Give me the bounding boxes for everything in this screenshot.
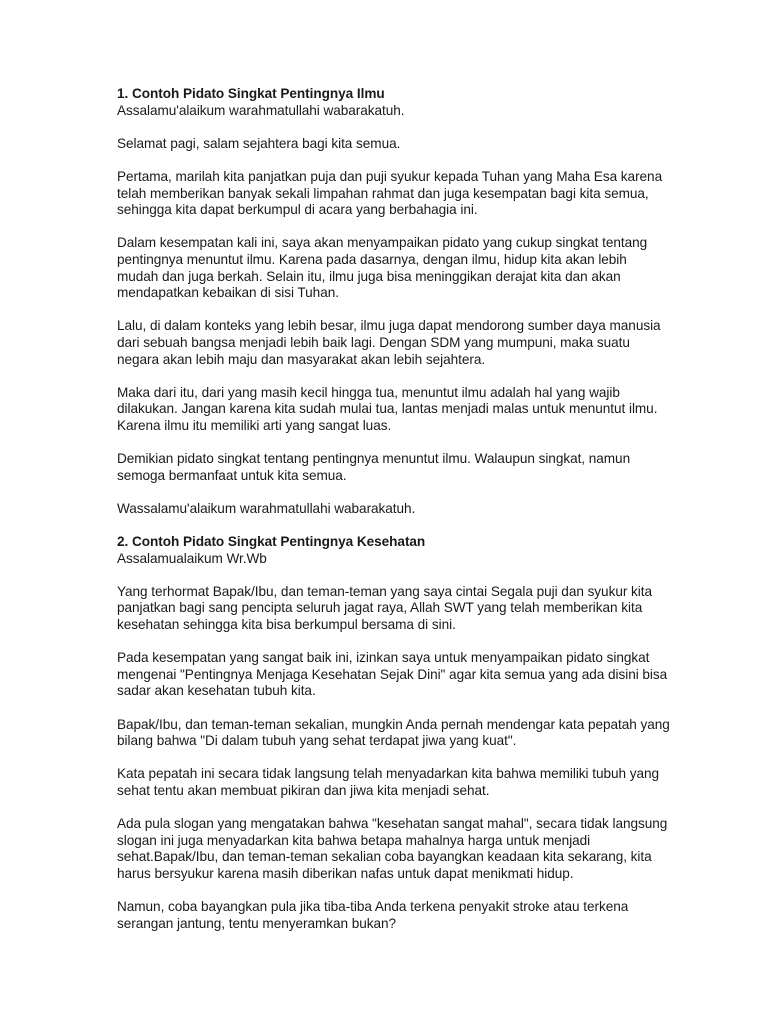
paragraph-line: Pertama, marilah kita panjatkan puja dan puji syukur kepada Tuhan yang Maha Esa karena xyxy=(117,168,663,184)
paragraph-line: Demikian pidato singkat tentang pentingnya menuntut ilmu. Walaupun singkat, namun xyxy=(117,451,631,467)
paragraph-line: Ada pula slogan yang mengatakan bahwa "kesehatan sangat mahal", secara tidak langsung xyxy=(117,816,668,832)
paragraph xyxy=(117,766,660,799)
paragraph-line: sehat.Bapak/Ibu, dan teman-teman sekalian coba bayangkan keadaan kita sekarang, kita xyxy=(117,849,652,865)
paragraph-line: telah memberikan banyak sekali limpahan rahmat dan juga kesempatan bagi kita semua, xyxy=(117,185,649,201)
paragraph xyxy=(117,235,657,301)
paragraph-line: Kata pepatah ini secara tidak langsung telah menyadarkan kita bahwa memiliki tubuh yang xyxy=(117,766,660,782)
opening-greeting: Assalamu'alaikum warahmatullahi wabarakatuh. xyxy=(117,102,405,118)
paragraph-line: Lalu, di dalam konteks yang lebih besar, ilmu juga dapat mendorong sumber daya manusia xyxy=(117,318,661,334)
closing-greeting: Wassalamu'alaikum warahmatullahi wabarakatuh. xyxy=(117,500,416,516)
speech-section-kesehatan xyxy=(117,534,670,932)
paragraph-line: Bapak/Ibu, dan teman-teman sekalian, mungkin Anda pernah mendengar kata pepatah yang xyxy=(117,716,670,732)
paragraph-line: mendapatkan kebaikan di sisi Tuhan. xyxy=(117,285,339,301)
paragraph-line: Dalam kesempatan kali ini, saya akan menyampaikan pidato yang cukup singkat tentang xyxy=(117,235,648,251)
paragraph-line: Maka dari itu, dari yang masih kecil hingga tua, menuntut ilmu adalah hal yang wajib xyxy=(117,384,620,400)
paragraph-line: sadar akan kesehatan tubuh kita. xyxy=(117,683,316,699)
paragraph-line: negara akan lebih maju dan masyarakat akan lebih sejahtera. xyxy=(117,351,486,367)
paragraph-line: sehingga kita dapat berkumpul di acara yang berbahagia ini. xyxy=(117,202,478,218)
paragraph-line: Karena ilmu itu memiliki arti yang sangat luas. xyxy=(117,417,392,433)
paragraph-line: harus bersyukur karena masih diberikan nafas untuk dapat menikmati hidup. xyxy=(117,865,574,881)
paragraph xyxy=(117,451,657,484)
paragraph-line: serangan jantung, tentu menyeramkan bukan? xyxy=(117,915,397,931)
section-heading: 1. Contoh Pidato Singkat Pentingnya Ilmu xyxy=(117,86,385,101)
paragraph xyxy=(117,650,668,700)
paragraph-line: Yang terhormat Bapak/Ibu, dan teman-teman yang saya cintai Segala puji dan syukur kita xyxy=(117,583,652,599)
paragraph-line: pentingnya menuntut ilmu. Karena pada dasarnya, dengan ilmu, hidup kita akan lebih xyxy=(117,251,627,267)
paragraph-line: kesehatan sehingga kita bisa berkumpul bersama di sini. xyxy=(117,617,456,632)
paragraph-line: Namun, coba bayangkan pula jika tiba-tiba Anda terkena penyakit stroke atau terkena xyxy=(117,899,629,915)
paragraph xyxy=(117,385,657,435)
paragraph-line: Pada kesempatan yang sangat baik ini, izinkan saya untuk menyampaikan pidato singkat xyxy=(117,650,650,666)
paragraph-line: mudah dan juga berkah. Selain itu, ilmu juga bisa meninggikan derajat kita dan akan xyxy=(117,268,621,284)
paragraph xyxy=(117,584,657,634)
document-page xyxy=(117,86,670,932)
opening-greeting: Assalamualaikum Wr.Wb xyxy=(117,550,267,566)
paragraph-line: panjatkan bagi sang pencipta seluruh jagat raya, Allah SWT yang telah memberikan kita xyxy=(117,600,643,616)
paragraph xyxy=(117,816,668,882)
paragraph-line: dari sebuah bangsa menjadi lebih baik lagi. Dengan SDM yang mumpuni, maka suatu xyxy=(117,334,630,350)
paragraph-line: Selamat pagi, salam sejahtera bagi kita semua. xyxy=(117,135,401,151)
section-heading: 2. Contoh Pidato Singkat Pentingnya Kesehatan xyxy=(117,534,426,550)
paragraph-line: mengenai "Pentingnya Menjaga Kesehatan Sejak Dini" agar kita semua yang ada disini bisa xyxy=(117,666,668,682)
paragraph-line: semoga bermanfaat untuk kita semua. xyxy=(117,467,347,483)
paragraph xyxy=(117,318,661,368)
paragraph xyxy=(117,168,663,219)
paragraph-line: slogan ini juga menyadarkan kita bahwa betapa mahalnya harga untuk menjadi xyxy=(117,832,591,848)
paragraph-line: bilang bahwa "Di dalam tubuh yang sehat terdapat jiwa yang kuat". xyxy=(117,733,517,749)
paragraph xyxy=(117,899,657,932)
paragraph xyxy=(117,501,657,518)
paragraph-line: sehat tentu akan membuat pikiran dan jiwa kita menjadi sehat. xyxy=(117,782,490,798)
paragraph-line: dilakukan. Jangan karena kita sudah mulai tua, lantas menjadi malas untuk menuntut ilmu. xyxy=(117,401,658,417)
paragraph xyxy=(117,136,657,153)
paragraph xyxy=(117,716,670,750)
speech-section-ilmu xyxy=(117,86,663,534)
